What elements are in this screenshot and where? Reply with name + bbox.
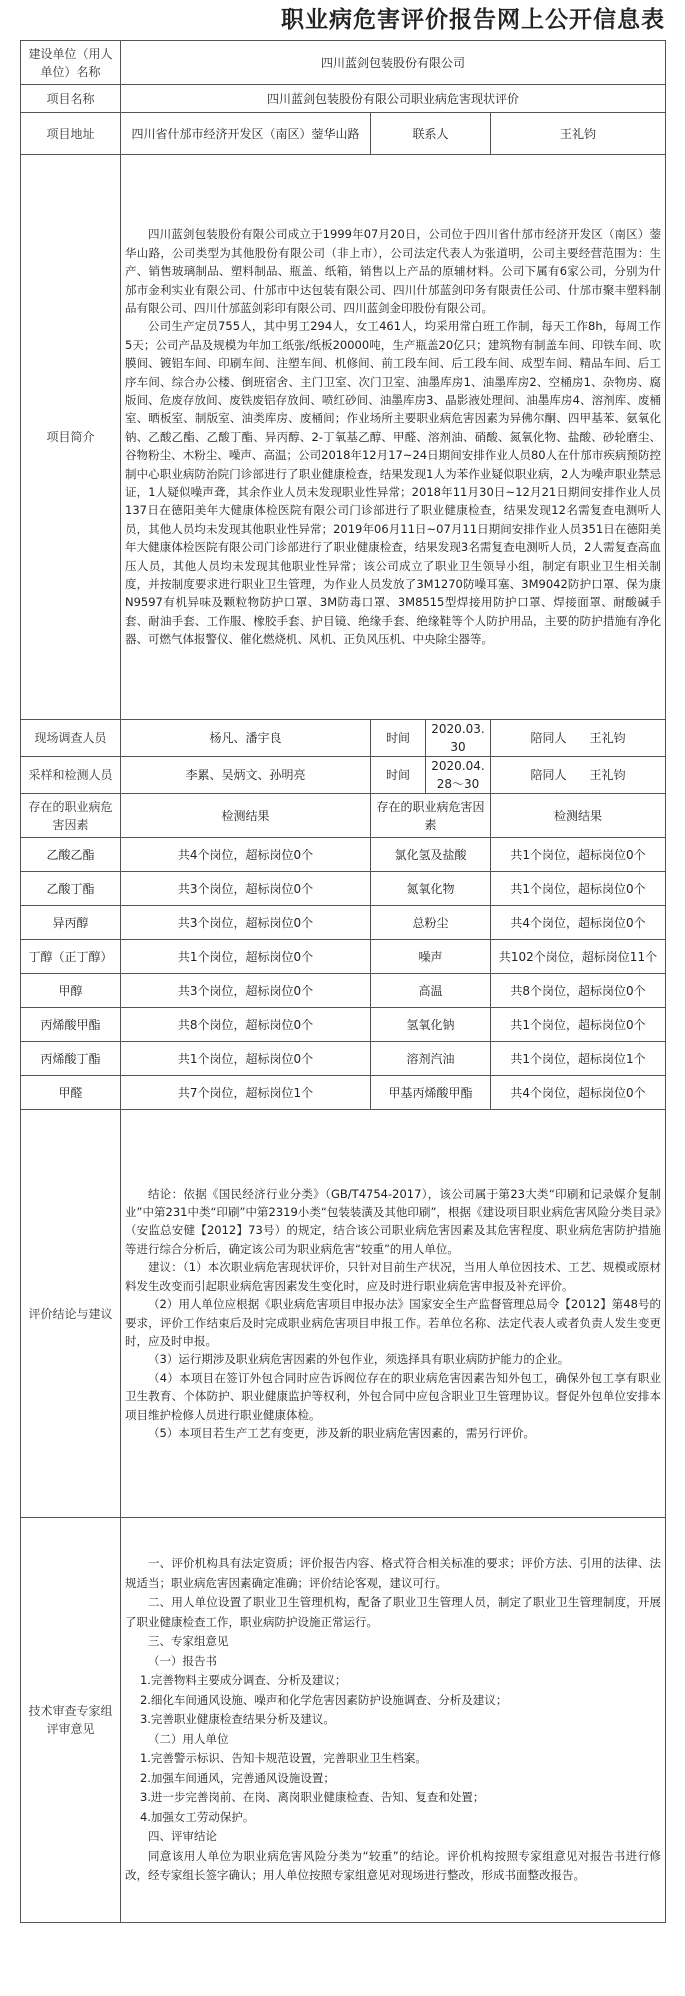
hazard-factor: 甲醇 bbox=[21, 974, 121, 1008]
conclusion-paragraph: 结论：依据《国民经济行业分类》（GB/T4754-2017），该公司属于第23大类“印刷和记录媒介复制业”中第231中类“印刷”中第2319小类“包装装潢及其他印刷”，根据《建设项目职业病危害风险分类目录》（安监总安健【2012】73号）的规定，结合该公司职业病危害因素及其危害程度、职业病危害防护措施等进行综合分析后，确定该公司为职业病危害“较重”的用人单位。 bbox=[125, 1186, 661, 1256]
hazard-factor: 乙酸乙酯 bbox=[21, 838, 121, 872]
hazard-result: 共8个岗位，超标岗位0个 bbox=[121, 1008, 371, 1042]
unit-label: 建设单位（用人单位）名称 bbox=[21, 41, 121, 85]
project-name: 四川蓝剑包装股份有限公司职业病危害现状评价 bbox=[121, 85, 666, 113]
hazard-result: 共4个岗位，超标岗位0个 bbox=[491, 1076, 666, 1110]
sampling-companion-cell bbox=[491, 757, 666, 794]
intro-content bbox=[121, 155, 666, 720]
result-header-2: 检测结果 bbox=[491, 794, 666, 838]
survey-companion-label: 陪同人 bbox=[530, 731, 567, 745]
hazard-result: 共1个岗位，超标岗位0个 bbox=[121, 1042, 371, 1076]
sampling-label: 采样和检测人员 bbox=[21, 757, 121, 794]
survey-companion: 王礼钧 bbox=[589, 731, 626, 745]
hazard-header-row bbox=[21, 794, 666, 838]
table-row bbox=[21, 838, 666, 872]
unit-row bbox=[21, 41, 666, 85]
sampling-people: 李累、吴炳文、孙明亮 bbox=[121, 757, 371, 794]
project-address-label: 项目地址 bbox=[21, 113, 121, 155]
project-address: 四川省什邡市经济开发区（南区）蓥华山路 bbox=[121, 113, 371, 155]
survey-label: 现场调查人员 bbox=[21, 720, 121, 757]
sampling-time-label: 时间 bbox=[371, 757, 426, 794]
hazard-factor-header-2: 存在的职业病危害因素 bbox=[371, 794, 491, 838]
hazard-factor: 溶剂汽油 bbox=[371, 1042, 491, 1076]
table-row bbox=[21, 1008, 666, 1042]
intro-paragraph-2: 公司生产定员755人，其中男工294人，女工461人，均采用常白班工作制，每天工作8h，每周工作5天；公司产品及规模为年加工纸张/纸板20000吨，生产瓶盖20亿只；建筑物有制盖车间、印铁车间、吹膜间、镀铝车间、印刷车间、注塑车间、机修间、前工段车间、后工段车间、成型车间、精品车间、后工序车间、综合办公楼、倒班宿舍、主门卫室、次门卫室、油墨库房1、油墨库房2、空桶房1、杂物房、腐版间、危废存放间、废铁废铝存放间、喷红砂间、油墨库房3、晶影液处理间、油墨库房4、溶剂库、废桶室、晒板室、制版室、油类库房、废桶间；作业场所主要职业病危害因素为异佛尔酮、四甲基苯、氨氧化钠、乙酸乙酯、乙酸丁酯、异丙醇、2-丁氧基乙醇、甲醛、溶剂油、硝酸、氮氧化物、盐酸、砂轮磨尘、谷物粉尘、木粉尘、噪声、高温；公司2018年12月17~24日期间安排作业人员80人在什邡市疾病预防控制中心职业病防治院门诊部进行了职业健康检查，结果发现1人为苯作业疑似职业病，2人为噪声职业禁忌证，1人疑似噪声聋，其余作业人员未发现职业性异常；2018年11月30日~12月21日期间安排作业人员137日在德阳美年大健康体检医院有限公司门诊部进行了职业健康检查，结果发现12名需复查电测听人员，其他人员均未发现其他职业性异常；2019年06月11日~07月11日期间安排作业人员351日在德阳美年大健康体检医院有限公司门诊部进行了职业健康检查，结果发现3名需复查电测听人员，2人需复查高血压人员，其他人员均未发现其他职业性异常；该公司成立了职业卫生领导小组，制定有职业卫生相关制度，并按制度要求进行职业卫生管理，为作业人员发放了3M1270防噪耳塞、3M9042防护口罩、保为康N9597有机异味及颗粒物防护口罩、3M防毒口罩、3M8515型焊接用防护口罩、焊接面罩、耐酸碱手套、耐油手套、工作服、橡胶手套、护目镜、绝缘手套、绝缘鞋等个人防护用品，主要的防护措施有净化器、可燃气体报警仪、催化燃烧机、风机、正负风压机、中央除尘器等。 bbox=[125, 319, 661, 647]
review-line: 1.完善警示标识、告知卡规范设置，完善职业卫生档案。 bbox=[139, 1751, 427, 1766]
result-header: 检测结果 bbox=[121, 794, 371, 838]
hazard-factor: 总粉尘 bbox=[371, 906, 491, 940]
hazard-result: 共1个岗位，超标岗位0个 bbox=[121, 940, 371, 974]
hazard-result: 共4个岗位，超标岗位0个 bbox=[491, 906, 666, 940]
hazard-factor: 氢氧化钠 bbox=[371, 1008, 491, 1042]
review-line: 同意该用人单位为职业病危害风险分类为“较重”的结论。评价机构按照专家组意见对报告书进行修改，经专家组长签字确认；用人单位按照专家组意见对现场进行整改，形成书面整改报告。 bbox=[125, 1848, 661, 1883]
hazard-result: 共3个岗位，超标岗位0个 bbox=[121, 872, 371, 906]
unit-name: 四川蓝剑包装股份有限公司 bbox=[121, 41, 666, 85]
table-row bbox=[21, 974, 666, 1008]
table-row bbox=[21, 872, 666, 906]
contact-label: 联系人 bbox=[371, 113, 491, 155]
review-label: 技术审查专家组评审意见 bbox=[21, 1518, 121, 1923]
intro-row bbox=[21, 155, 666, 720]
survey-row bbox=[21, 720, 666, 757]
hazard-result: 共1个岗位，超标岗位0个 bbox=[491, 872, 666, 906]
hazard-factor: 氯化氢及盐酸 bbox=[371, 838, 491, 872]
review-line: 四、评审结论 bbox=[148, 1829, 217, 1844]
survey-time: 2020.03.30 bbox=[426, 720, 491, 757]
hazard-factor-header: 存在的职业病危害因素 bbox=[21, 794, 121, 838]
review-line: 4.加强女工劳动保护。 bbox=[139, 1809, 255, 1824]
review-line: 2.细化车间通风设施、噪声和化学危害因素防护设施调查、分析及建议； bbox=[139, 1692, 508, 1707]
hazard-factor: 甲基丙烯酸甲酯 bbox=[371, 1076, 491, 1110]
review-line: 3.进一步完善岗前、在岗、离岗职业健康检查、告知、复查和处置； bbox=[139, 1790, 485, 1805]
review-line: 1.完善物料主要成分调查、分析及建议； bbox=[139, 1673, 347, 1688]
review-row bbox=[21, 1518, 666, 1923]
sampling-time: 2020.04.28～30 bbox=[426, 757, 491, 794]
survey-companion-cell bbox=[491, 720, 666, 757]
review-line: 2.加强车间通风，完善通风设施设置； bbox=[139, 1770, 335, 1785]
table-row bbox=[21, 940, 666, 974]
hazard-result: 共1个岗位，超标岗位1个 bbox=[491, 1042, 666, 1076]
recommendation-paragraph: （5）本项目若生产工艺有变更，涉及新的职业病危害因素的，需另行评价。 bbox=[148, 1425, 535, 1440]
conclusion-label: 评价结论与建议 bbox=[21, 1110, 121, 1518]
survey-people: 杨凡、潘宇良 bbox=[121, 720, 371, 757]
review-line: 3.完善职业健康检查结果分析及建议。 bbox=[139, 1712, 335, 1727]
review-line: 二、用人单位设置了职业卫生管理机构，配备了职业卫生管理人员，制定了职业卫生管理制度，开展了职业健康检查工作，职业病防护设施正常运行。 bbox=[125, 1595, 661, 1629]
hazard-factor: 甲醛 bbox=[21, 1076, 121, 1110]
survey-time-label: 时间 bbox=[371, 720, 426, 757]
hazard-factor: 乙酸丁酯 bbox=[21, 872, 121, 906]
recommendation-paragraph: 建议：（1）本次职业病危害现状评价，只针对目前生产状况，当用人单位因技术、工艺、规模或原材料发生改变而引起职业病危害因素发生变化时，应及时进行职业病危害申报及补充评价。 bbox=[125, 1260, 661, 1293]
hazard-factor: 噪声 bbox=[371, 940, 491, 974]
page-title: 职业病危害评价报告网上公开信息表 bbox=[281, 7, 665, 33]
conclusion-row bbox=[21, 1110, 666, 1518]
review-content bbox=[121, 1518, 666, 1923]
table-row bbox=[21, 1042, 666, 1076]
project-name-label: 项目名称 bbox=[21, 85, 121, 113]
hazard-result: 共3个岗位，超标岗位0个 bbox=[121, 974, 371, 1008]
review-line: 三、专家组意见 bbox=[148, 1634, 229, 1649]
intro-label: 项目简介 bbox=[21, 155, 121, 720]
hazard-factor: 丙烯酸丁酯 bbox=[21, 1042, 121, 1076]
recommendation-paragraph: （4）本项目在签订外包合同时应告诉阀位存在的职业病危害因素告知外包工，确保外包工享有职业卫生教育、个体防护、职业健康监护等权利，外包合同中应包含职业卫生管理协议。督促外包单位安排本项目维护检修人员进行职业健康体检。 bbox=[125, 1370, 661, 1422]
review-line: （一）报告书 bbox=[148, 1653, 217, 1668]
hazard-factor: 丙烯酸甲酯 bbox=[21, 1008, 121, 1042]
hazard-factor: 丁醇（正丁醇） bbox=[21, 940, 121, 974]
table-row bbox=[21, 906, 666, 940]
sampling-companion: 王礼钧 bbox=[589, 768, 626, 782]
hazard-result: 共8个岗位，超标岗位0个 bbox=[491, 974, 666, 1008]
address-row bbox=[21, 113, 666, 155]
contact-person: 王礼钧 bbox=[491, 113, 666, 155]
hazard-result: 共1个岗位，超标岗位0个 bbox=[491, 1008, 666, 1042]
sampling-row bbox=[21, 757, 666, 794]
info-table bbox=[20, 40, 666, 1923]
hazard-factor: 氮氧化物 bbox=[371, 872, 491, 906]
sampling-companion-label: 陪同人 bbox=[530, 768, 567, 782]
recommendation-paragraph: （2）用人单位应根据《职业病危害项目申报办法》国家安全生产监督管理总局令【2012】第48号的要求，评价工作结束后及时完成职业病危害项目申报工作。若单位名称、法定代表人或者负责人发生变更时，应及时申报。 bbox=[125, 1297, 661, 1348]
review-line: （二）用人单位 bbox=[148, 1731, 229, 1746]
hazard-result: 共4个岗位，超标岗位0个 bbox=[121, 838, 371, 872]
hazard-factor: 异丙醇 bbox=[21, 906, 121, 940]
intro-paragraph-1: 四川蓝剑包装股份有限公司成立于1999年07月20日，公司位于四川省什邡市经济开发区（南区）蓥华山路，公司类型为其他股份有限公司（非上市），公司法定代表人为张道明，公司主要经营范围为：生产、销售玻璃制品、塑料制品、瓶盖、纸箱，销售以上产品的原辅材料。公司下属有6家公司，分别为什邡市金利实业有限公司、什邡市中达包装有限公司、四川什邡蓝剑印务有限责任公司、什邡市聚丰塑料制品有限公司、四川什邡蓝剑彩印有限公司、四川蓝剑金印股份有限公司。 bbox=[125, 227, 661, 315]
hazard-result: 共102个岗位，超标岗位11个 bbox=[491, 940, 666, 974]
conclusion-content bbox=[121, 1110, 666, 1518]
hazard-result: 共3个岗位，超标岗位0个 bbox=[121, 906, 371, 940]
review-line: 一、评价机构具有法定资质；评价报告内容、格式符合相关标准的要求；评价方法、引用的法律、法规适当；职业病危害因素确定准确；评价结论客观，建议可行。 bbox=[125, 1556, 661, 1590]
hazard-result: 共7个岗位，超标岗位1个 bbox=[121, 1076, 371, 1110]
hazard-result: 共1个岗位，超标岗位0个 bbox=[491, 838, 666, 872]
table-row bbox=[21, 1076, 666, 1110]
project-name-row bbox=[21, 85, 666, 113]
hazard-factor: 高温 bbox=[371, 974, 491, 1008]
recommendation-paragraph: （3）运行期涉及职业病危害因素的外包作业，须选择具有职业病防护能力的企业。 bbox=[148, 1352, 570, 1367]
